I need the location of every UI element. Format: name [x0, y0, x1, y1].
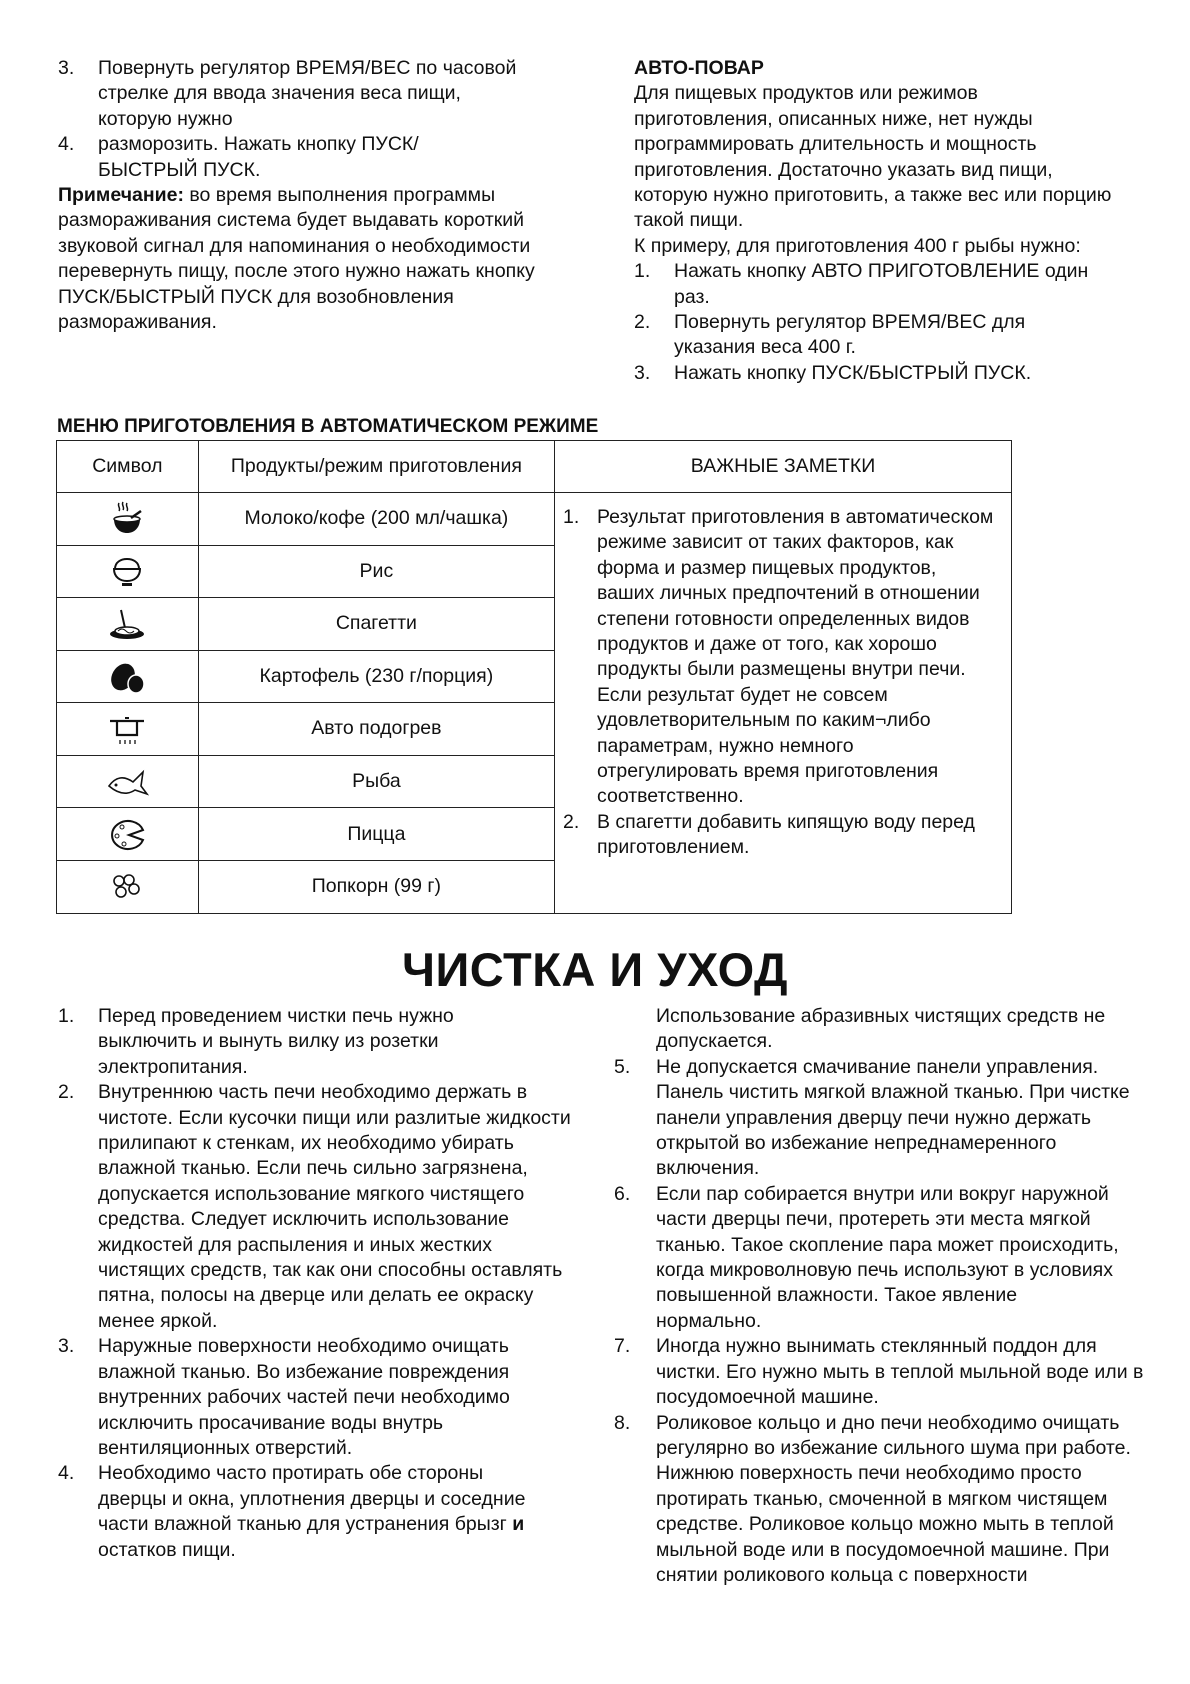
food-name: Рыба: [198, 755, 554, 808]
continuation-text: Использование абразивных чистящих средств не допускается.: [656, 1005, 1106, 1053]
header-symbol: Символ: [57, 441, 199, 493]
cleaning-left-column: [58, 1004, 578, 1563]
soup-bowl-icon: [105, 499, 149, 539]
food-name: Пицца: [198, 808, 554, 861]
list-item: 2. Внутреннюю часть печи необходимо держать в чистоте. Если кусочки пищи или разлитые жидкости прилипают к стенкам, их необходимо убирать влажной тканью. Если печь сильно загрязнена, допускается использование мягкого чистящего средства. Следует исключить использование жидкостей для распыления и иных жестких чистящих средств, так как они способны оставлять пятна, полосы на дверце или делать ее окраску менее яркой.: [58, 1081, 571, 1332]
list-item: 1. Перед проведением чистки печь нужно выключить и вынуть вилку из розетки электропитания.: [58, 1005, 454, 1078]
auto-cook-intro: Для пищевых продуктов или режимов приготовления, описанных ниже, нет нужды программировать длительность и мощность приготовления. Достаточно указать вид пищи, которую нужно приготовить, а также вес или порцию такой пищи.: [634, 82, 1112, 232]
list-item: 4. разморозить. Нажать кнопку ПУСК/БЫСТРЫЙ ПУСК.: [58, 133, 419, 181]
note-label: Примечание:: [58, 184, 184, 207]
food-name: Картофель (230 г/порция): [198, 650, 554, 703]
food-name: Спагетти: [198, 598, 554, 651]
auto-cook-section: [634, 56, 1154, 386]
list-item: 5. Не допускается смачивание панели управления. Панель чистить мягкой влажной тканью. При чистке панели управления дверцу печи нужно держать открытой во избежание непреднамеренного включения.: [614, 1055, 1130, 1180]
header-food: Продукты/режим приготовления: [198, 441, 554, 493]
auto-cook-example: К примеру, для приготовления 400 г рыбы нужно:: [634, 234, 1081, 257]
fish-icon: [105, 762, 149, 802]
cleaning-right-column: [614, 1004, 1154, 1588]
list-item: 4. Необходимо часто протирать обе стороны дверцы и окна, уплотнения дверцы и соседние части влажной тканью для устранения брызг и остатков пищи.: [58, 1462, 526, 1561]
page-title: ЧИСТКА И УХОД: [401, 943, 789, 996]
auto-cook-heading: АВТО-ПОВАР: [634, 57, 764, 79]
defrost-instructions: [58, 56, 558, 335]
note-paragraph: Примечание: во время выполнения программы размораживания система будет выдавать короткий звуковой сигнал для напоминания о необходимости перевернуть пищу, после этого нужно нажать кнопку ПУСК/БЫСТРЫЙ ПУСК для возобновления размораживания.: [58, 184, 535, 334]
pot-heating-icon: [105, 709, 149, 749]
list-item: 1. Нажать кнопку АВТО ПРИГОТОВЛЕНИЕ один раз.: [634, 260, 1089, 308]
list-item: 3. Наружные поверхности необходимо очищать влажной тканью. Во избежание повреждения внутренних рабочих частей печи необходимо исключить просачивание воды внутрь вентиляционных отверстий.: [58, 1335, 510, 1459]
list-item: 3. Нажать кнопку ПУСК/БЫСТРЫЙ ПУСК.: [634, 361, 1032, 384]
auto-cook-menu-table: [56, 440, 1012, 914]
food-name: Рис: [198, 545, 554, 598]
spaghetti-plate-icon: [105, 604, 149, 644]
table-row: [57, 493, 1012, 546]
header-notes: ВАЖНЫЕ ЗАМЕТКИ: [555, 441, 1012, 493]
table-header-row: [57, 441, 1012, 493]
menu-table-heading: МЕНЮ ПРИГОТОВЛЕНИЯ В АВТОМАТИЧЕСКОМ РЕЖИМЕ: [57, 416, 599, 437]
list-item: 3. Повернуть регулятор ВРЕМЯ/ВЕС по часовой стрелке для ввода значения веса пищи, которую нужно: [58, 57, 517, 130]
food-name: Попкорн (99 г): [198, 861, 554, 914]
list-item: 7. Иногда нужно вынимать стеклянный поддон для чистки. Его нужно мыть в теплой мыльной воде или в посудомоечной машине.: [614, 1335, 1144, 1409]
list-item: 2. В спагетти добавить кипящую воду перед приготовлением.: [563, 810, 975, 859]
food-name: Молоко/кофе (200 мл/чашка): [198, 493, 554, 546]
food-name: Авто подогрев: [198, 703, 554, 756]
list-item: 1. Результат приготовления в автоматическом режиме зависит от таких факторов, как форма и размер пищевых продуктов, ваших личных предпочтений в отношении степени готовности определенных видов продуктов и даже от того, как хорошо продукты были размещены внутри печи. Если результат будет не совсем удовлетворительным по каким¬либо параметрам, нужно немного отрегулировать время приготовления соответственно.: [563, 506, 994, 808]
popcorn-icon: [105, 867, 149, 907]
rice-bowl-icon: [105, 551, 149, 591]
pizza-icon: [105, 814, 149, 854]
potato-icon: [105, 657, 149, 697]
list-item: 2. Повернуть регулятор ВРЕМЯ/ВЕС для указания веса 400 г.: [634, 311, 1026, 359]
list-item: 6. Если пар собирается внутри или вокруг наружной части дверцы печи, протереть эти места мягкой тканью. Такое скопление пара может происходить, когда микроволновую печь используют в условиях повышенной влажности. Такое явление нормально.: [614, 1182, 1119, 1332]
list-item: 8. Роликовое кольцо и дно печи необходимо очищать регулярно во избежание сильного шума при работе. Нижнюю поверхность печи необходимо просто протирать тканью, смоченной в мягком чистящем средстве. Роликовое кольцо можно мыть в теплой мыльной воде или в посудомоечной машине. При снятии роликового кольца с поверхности: [614, 1411, 1131, 1586]
important-notes: [555, 493, 1012, 914]
